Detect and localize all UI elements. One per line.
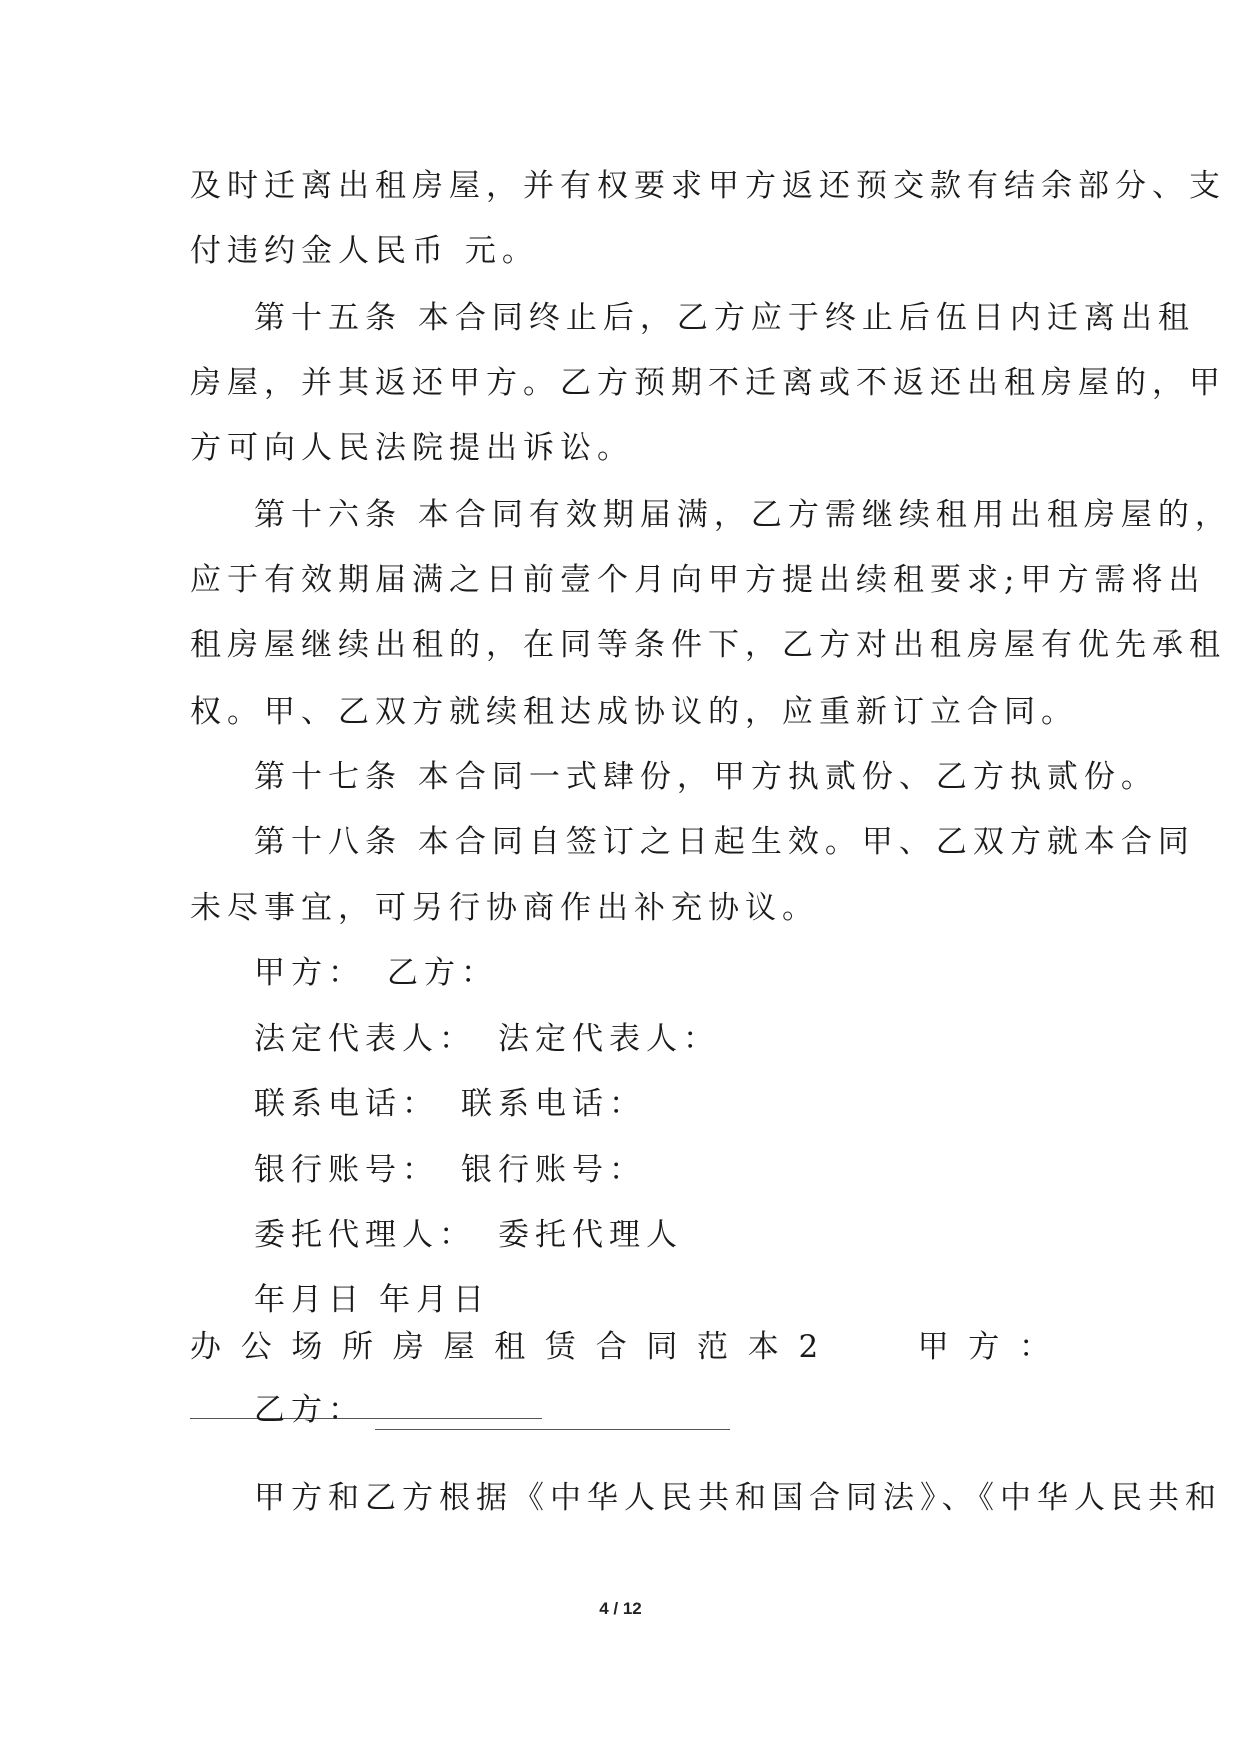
article-18-line: 第十八条 本合同自签订之日起生效。甲、乙双方就本合同 <box>254 824 1195 860</box>
title-char: 同 <box>646 1329 678 1365</box>
title-gap <box>838 1327 898 1367</box>
signature-rep-row <box>254 1019 720 1059</box>
paragraph-line: 及时迁离出租房屋，并有权要求甲方返还预交款有结余部分、支 <box>190 168 1226 204</box>
party-b-blank-line <box>375 1401 730 1430</box>
title-char: 房 <box>392 1329 424 1365</box>
article-15-line: 方可向人民法院提出诉讼。 <box>190 430 634 466</box>
title-char: 合 <box>595 1329 627 1365</box>
title-char: 本 <box>747 1329 779 1365</box>
date-b-label: 年月日 <box>379 1282 490 1318</box>
bank-a-label: 银行账号： <box>254 1152 439 1188</box>
title-char: 租 <box>494 1329 526 1365</box>
signature-date-row <box>254 1280 490 1320</box>
party-b-label: 乙方： <box>387 955 498 991</box>
page-number: 4 / 12 <box>599 1599 642 1618</box>
signature-party-row <box>254 953 498 993</box>
party-b-label: 乙方： <box>254 1392 365 1428</box>
signature-bank-row <box>254 1150 646 1190</box>
title-char: 场 <box>291 1329 323 1365</box>
paragraph-line: 付违约金人民币 元。 <box>190 233 539 269</box>
title-char: 2 <box>798 1329 819 1365</box>
title-char: 屋 <box>443 1329 475 1365</box>
article-18-line: 未尽事宜，可另行协商作出补充协议。 <box>190 890 819 926</box>
party-a-label-char: 方 <box>968 1329 1000 1365</box>
date-a-label: 年月日 <box>254 1282 365 1318</box>
title-char: 办 <box>190 1329 221 1365</box>
title-char: 所 <box>342 1329 374 1365</box>
agent-a-label: 委托代理人： <box>254 1217 476 1253</box>
agent-b-label: 委托代理人 <box>498 1217 683 1253</box>
signature-phone-row <box>254 1084 646 1124</box>
article-16-line: 应于有效期届满之日前壹个月向甲方提出续租要求;甲方需将出 <box>190 562 1206 598</box>
article-16-line: 权。甲、乙双方就续租达成协议的，应重新订立合同。 <box>190 694 1078 730</box>
rep-b-label: 法定代表人： <box>498 1021 720 1057</box>
article-15-line: 房屋，并其返还甲方。乙方预期不迁离或不返还出租房屋的，甲 <box>190 365 1226 401</box>
party-a-label-char: ： <box>1018 1329 1050 1365</box>
party-a-label-char: 甲 <box>917 1329 949 1365</box>
phone-a-label: 联系电话： <box>254 1086 439 1122</box>
party-a-label: 甲方： <box>254 955 365 991</box>
signature-agent-row <box>254 1215 683 1255</box>
article-16-line: 租房屋继续出租的，在同等条件下，乙方对出租房屋有优先承租 <box>190 627 1226 663</box>
title-char: 赁 <box>544 1329 576 1365</box>
rep-a-label: 法定代表人： <box>254 1021 476 1057</box>
party-b-row <box>254 1390 730 1430</box>
title-char: 公 <box>240 1329 272 1365</box>
intro-line: 甲方和乙方根据《中华人民共和国合同法》、《中华人民共和 <box>254 1480 1222 1516</box>
article-15-line: 第十五条 本合同终止后，乙方应于终止后伍日内迁离出租 <box>254 300 1195 336</box>
article-16-line: 第十六条 本合同有效期届满，乙方需继续租用出租房屋的， <box>254 497 1232 533</box>
next-contract-title-line <box>190 1327 1050 1367</box>
phone-b-label: 联系电话： <box>461 1086 646 1122</box>
article-17-line: 第十七条 本合同一式肆份，甲方执贰份、乙方执贰份。 <box>254 759 1158 795</box>
title-char: 范 <box>697 1329 729 1365</box>
bank-b-label: 银行账号： <box>461 1152 646 1188</box>
